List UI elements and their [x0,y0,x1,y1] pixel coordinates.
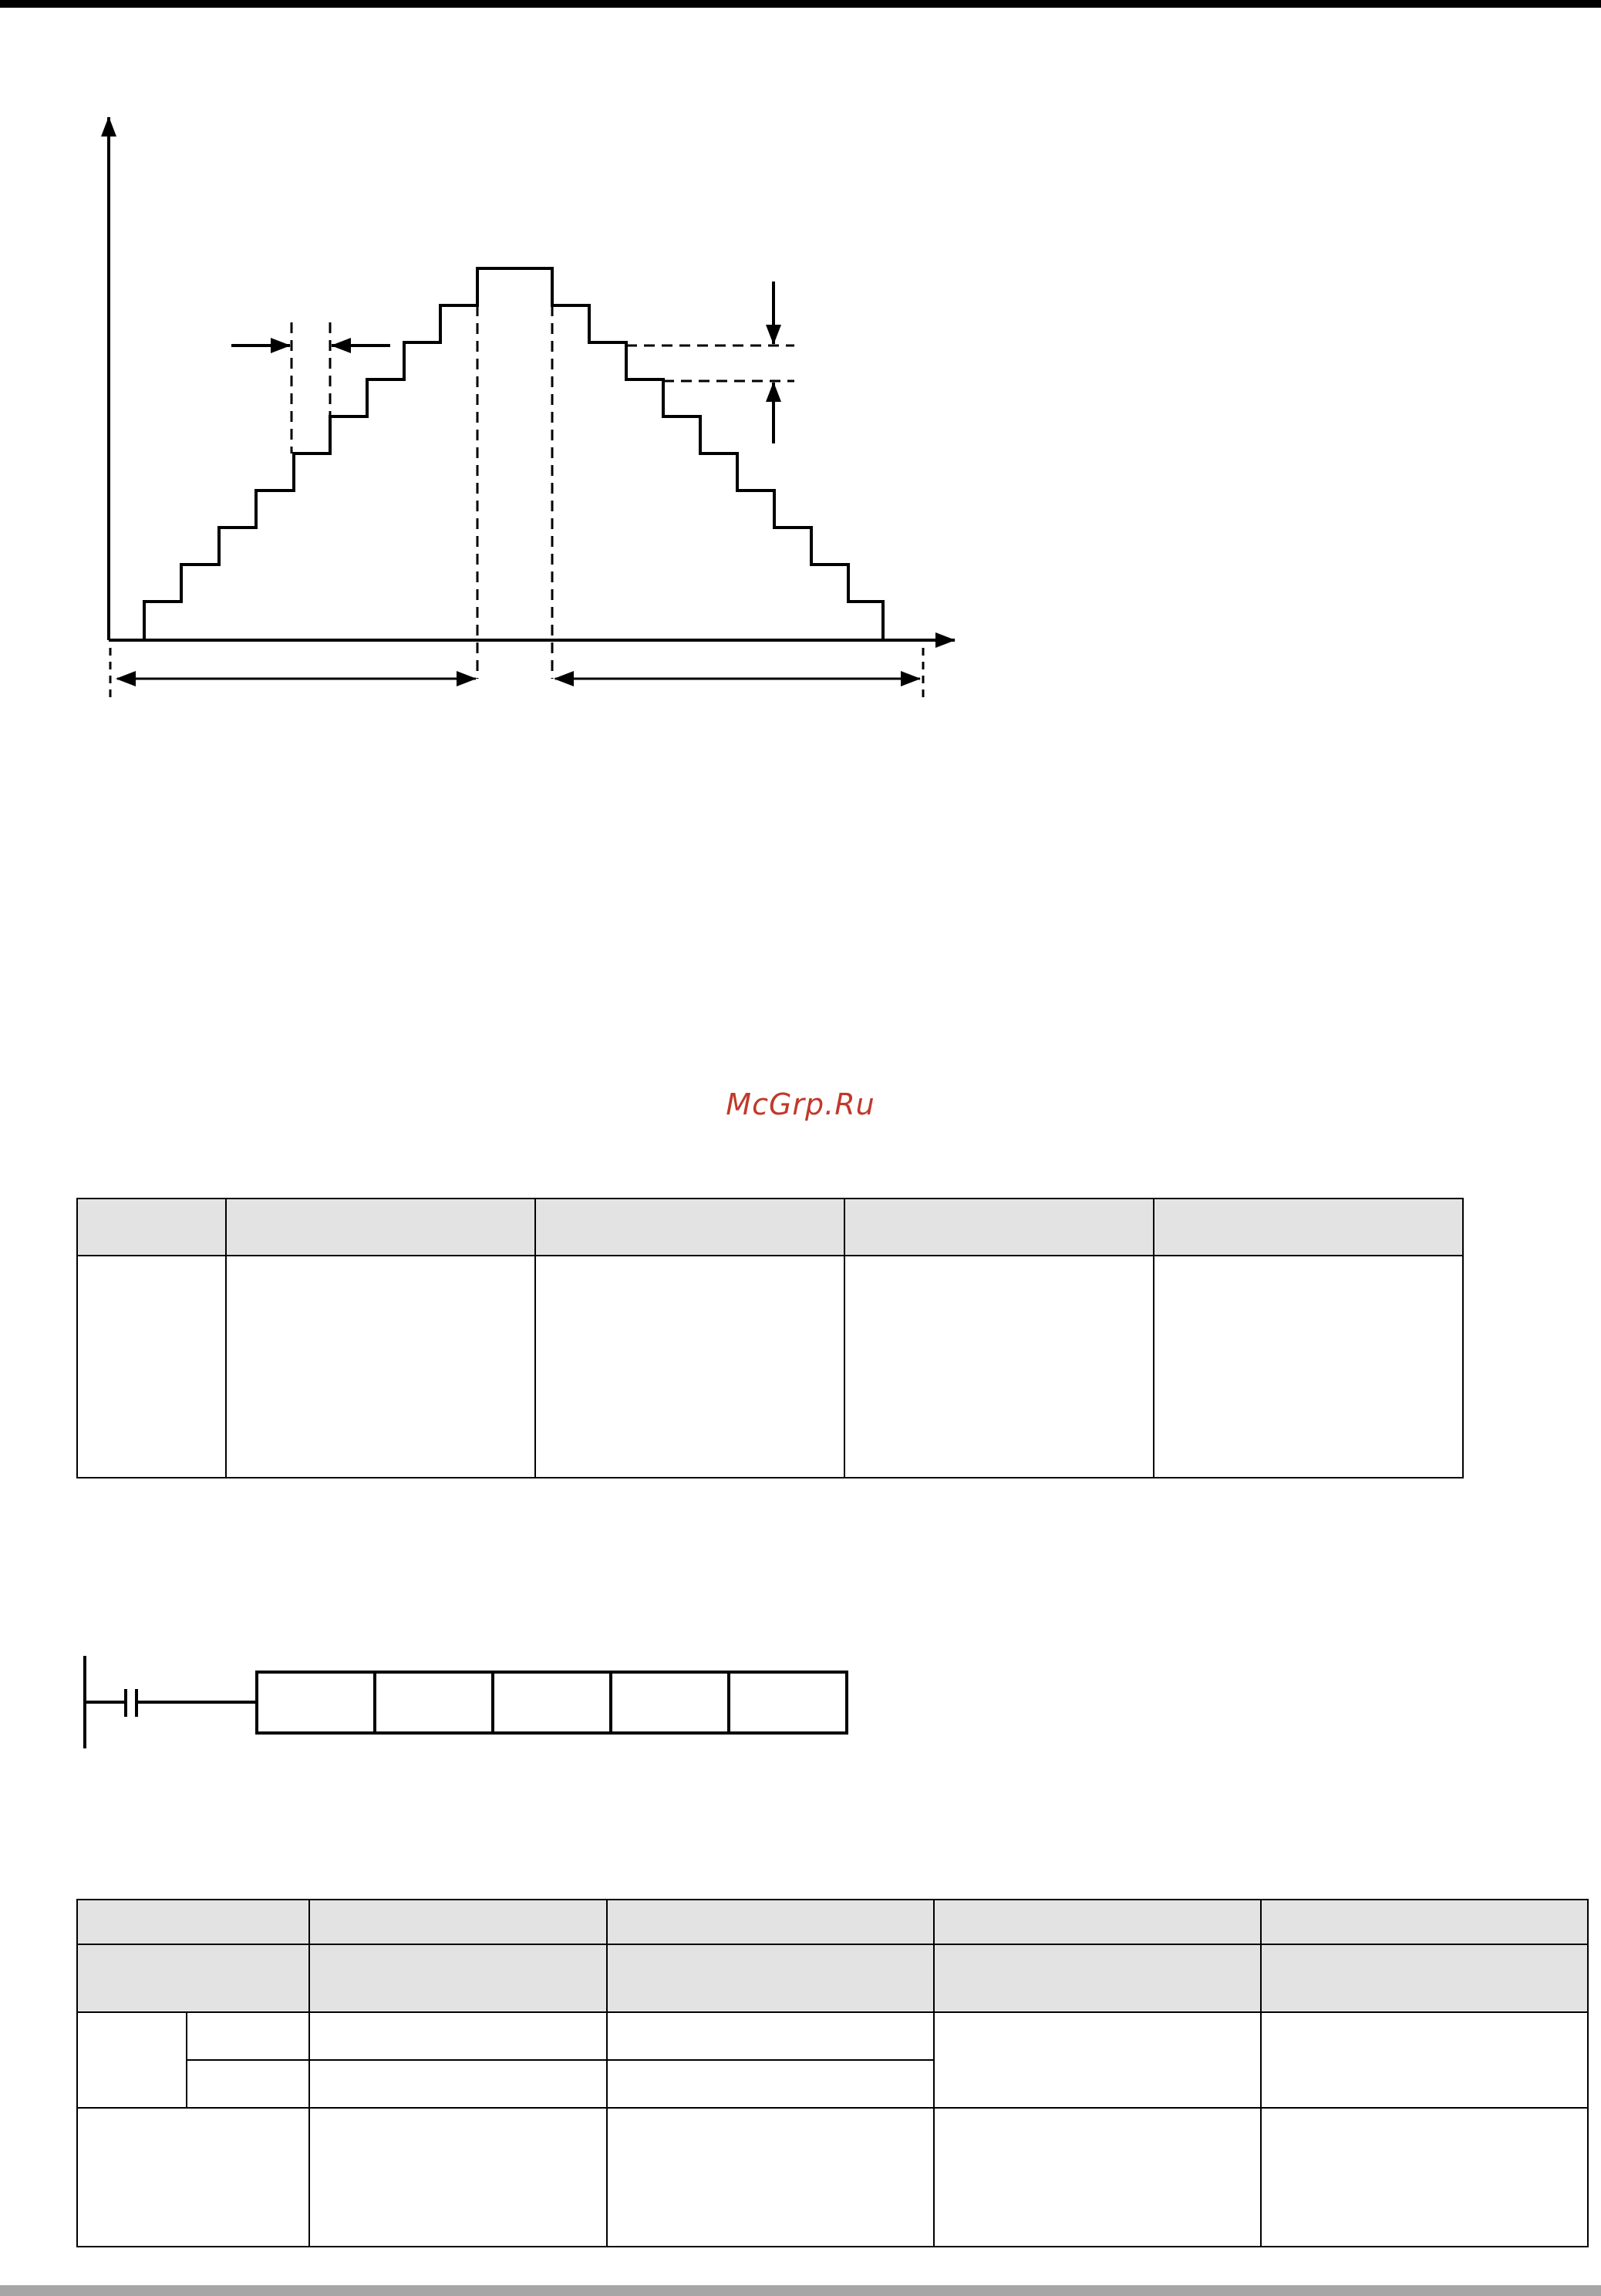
table-cell [934,2108,1261,2247]
table-cell [1261,2108,1588,2247]
header-cell [535,1199,844,1256]
watermark: McGrp.Ru [726,1087,875,1121]
table-cell [309,2060,607,2108]
staircase-profile [109,268,883,640]
table-cell [934,2012,1261,2108]
table-row [77,2108,1588,2247]
table-cell [607,2108,934,2247]
table-cell [309,2108,607,2247]
header-cell [607,1944,934,2012]
header-cell [1261,1900,1588,1944]
header-cell [77,1900,309,1944]
table-cell [607,2012,934,2060]
table-cell [535,1256,844,1478]
table-cell [187,2012,309,2060]
header-cell [77,1199,226,1256]
table-cell [309,2012,607,2060]
decel-span-arrowhead-left [554,671,574,686]
header-cell [77,1944,309,2012]
staircase-timing-diagram [0,0,1601,740]
table-cell [226,1256,535,1478]
instruction-box [257,1672,847,1733]
header-cell [309,1900,607,1944]
table-cell [187,2060,309,2108]
header-cell [1261,1944,1588,2012]
header-cell [607,1900,934,1944]
table-cell [1261,2012,1588,2108]
table-header-row [77,1944,1588,2012]
accel-span-arrowhead-left [116,671,136,686]
table-cell [1154,1256,1463,1478]
table-cell [77,1256,226,1478]
header-cell [1154,1199,1463,1256]
specification-table [76,1899,1589,2247]
table-row [77,2012,1588,2060]
table-cell [77,2108,309,2247]
header-cell [309,1944,607,2012]
header-cell [844,1199,1154,1256]
table-cell [77,2012,187,2108]
operand-table [76,1198,1464,1478]
table-cell [844,1256,1154,1478]
header-cell [226,1199,535,1256]
table-cell [607,2060,934,2108]
header-cell [934,1944,1261,2012]
footer-bar [0,2285,1601,2296]
header-cell [934,1900,1261,1944]
table-row [77,1256,1463,1478]
table-header-row [77,1199,1463,1256]
table-header-row [77,1900,1588,1944]
